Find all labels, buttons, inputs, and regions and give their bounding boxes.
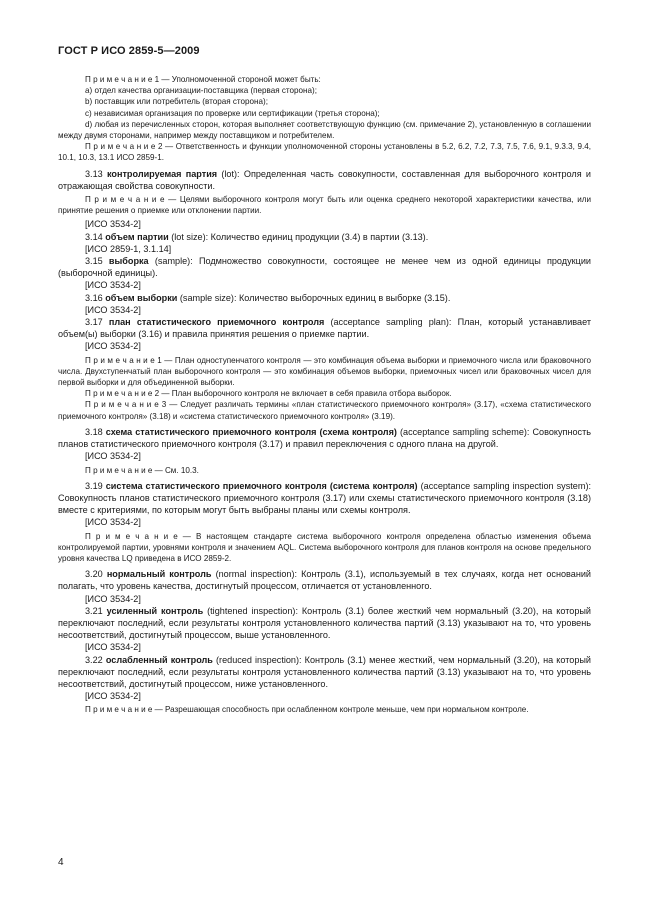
notes-3-17: [58, 355, 591, 422]
note-1-item-c: c) независимая организация по проверке или сертификации (третья сторона);: [85, 108, 380, 118]
term-3-22: [58, 654, 591, 691]
note-3-18: [58, 465, 591, 476]
term-3-13: [58, 168, 591, 192]
term-number: 3.19: [85, 480, 106, 491]
note-label: П р и м е ч а н и е: [85, 195, 165, 205]
term-3-19: [58, 480, 591, 517]
note-text: — Целями выборочного контроля могут быть или оценка среднего некоторой характеристики качества, или принятие решения о приемке или отклонении партии.: [58, 195, 591, 216]
reference-3-17: [ИСО 3534-2]: [85, 341, 141, 352]
term-number: 3.15: [85, 256, 109, 267]
note-label: П р и м е ч а н и е 3: [85, 400, 167, 410]
note-2: [58, 141, 591, 163]
term-name: объем партии: [105, 231, 169, 242]
reference-3-21: [ИСО 3534-2]: [85, 642, 141, 653]
reference-3-16: [ИСО 3534-2]: [85, 304, 141, 315]
term-name: объем выборки: [105, 292, 178, 303]
term-definition: (normal inspection): Контроль (3.1), используемый в тех случаях, когда нет оснований полагать, что уровень качества, достигнутый процессом, отличается от установленного.: [58, 569, 592, 592]
term-name: ослабленный контроль: [105, 654, 213, 665]
note-1-item-d: d) любая из перечисленных сторон, которая выполняет соответствующую функцию (см. примечание 2), установленную в соглашении между двумя сторонами, например между поставщиком и потребителем.: [58, 119, 591, 141]
note-text: — В настоящем стандарте система выборочного контроля определена областью изменения объема контролируемой партии, уровнями контроля и значением AQL. Система выборочного контроля для планов контроля на основе предельного уровня качества LQ приведена в ИСО 2859-2.: [58, 531, 592, 563]
term-name: контролируемая партия: [107, 168, 218, 179]
term-number: 3.14: [85, 231, 106, 242]
term-definition: (reduced inspection): Контроль (3.1) менее жесткий, чем нормальный (3.20), на который переключают последний, если результаты контроля установленного количества партий (3.13) указывают на то, что уровень несоответствий, достигнутый процессом, ниже установленного.: [58, 654, 592, 689]
term-definition: (sample size): Количество выборочных единиц в выборке (3.15).: [177, 292, 451, 303]
reference-3-20: [ИСО 3534-2]: [85, 593, 141, 604]
term-number: 3.18: [85, 426, 106, 437]
reference-3-15: [ИСО 3534-2]: [85, 280, 141, 291]
term-definition: (acceptance sampling inspection system): Совокупность планов статистического приемочного контроля (3.17) или схемы статистического приемочного контроля (3.18) вместе с критериями, по которым могут быть выбраны планы или схемы контроля.: [58, 480, 591, 516]
note-text: — Ответственность и функции уполномоченной стороны установлены в 5.2, 6.2, 7.2, 7.3, 7.5, 7.6, 9.1, 9.3.3, 9.4, 10.1, 10.3, 13.1 ИСО 2859-1.: [58, 142, 591, 163]
term-name: система статистического приемочного контроля (система контроля): [105, 480, 418, 491]
note-block-1: [58, 74, 591, 164]
reference-3-13: [ИСО 3534-2]: [85, 219, 141, 230]
note-3-17-2: [58, 388, 591, 399]
term-3-16: [58, 292, 591, 304]
term-3-20: [58, 568, 591, 592]
page-header: ГОСТ Р ИСО 2859-5—2009: [58, 45, 200, 57]
note-label: П р и м е ч а н и е: [85, 705, 153, 715]
term-definition: (acceptance sampling scheme): Совокупность планов статистического приемочного контроля (3.17) и правил переключения с одного плана на другой.: [58, 426, 591, 450]
term-3-17: [58, 316, 591, 340]
note-1-intro: [58, 74, 591, 85]
note-1-item-a: a) отдел качества организации-поставщика (первая сторона);: [85, 86, 317, 96]
term-number: 3.13: [85, 168, 107, 179]
note-label: П р и м е ч а н и е 1: [85, 75, 160, 84]
term-number: 3.17: [85, 317, 109, 328]
term-definition: (acceptance sampling plan): План, который устанавливает объем(ы) выборки (3.16) и правила принятия решения о приемке партии.: [58, 317, 591, 340]
note-text: — Разрешающая способность при ослабленном контроле меньше, чем при нормальном контроле.: [152, 705, 529, 715]
page-number: 4: [58, 857, 64, 868]
note-label: П р и м е ч а н и е 2: [85, 389, 160, 399]
term-number: 3.20: [85, 569, 107, 580]
note-label: П р и м е ч а н и е: [85, 531, 178, 541]
term-name: план статистического приемочного контроля: [108, 317, 325, 328]
note-3-22: [58, 704, 591, 715]
note-text: — План выборочного контроля не включает в себя правила отбора выборок.: [159, 389, 452, 399]
term-definition: (tightened inspection): Контроль (3.1) более жесткий чем нормальный (3.20), на который переключают последний, если результаты контроля установленного количества партий (3.13) указывают на то, что уровень несоответствий, достигнутый процессом, выше установленного.: [58, 605, 591, 641]
note-text: — План одноступенчатого контроля — это комбинация объема выборки и приемочного числа или браковочного числа. Двухступенчатый план выборочного контроля — это комбинация объемов выборки, приемочных чисел или браковочных чисел для первой выборки и для объединенной выборки.: [58, 355, 591, 388]
reference-3-14: [ИСО 2859-1, 3.1.14]: [85, 243, 172, 254]
note-text: — См. 10.3.: [152, 465, 199, 475]
term-3-21: [58, 605, 591, 642]
term-number: 3.21: [85, 605, 107, 616]
term-number: 3.16: [85, 292, 106, 303]
note-text: — Уполномоченной стороной может быть:: [159, 75, 321, 84]
note-3-13: [58, 194, 591, 216]
note-3-17-3: [58, 399, 591, 421]
term-definition: (lot size): Количество единиц продукции (3.4) в партии (3.13).: [168, 231, 429, 242]
note-text: — Следует различать термины «план статистического приемочного контроля» (3.17), «схема статистического приемочного контроля» (3.18) и «система статистического приемочного контроля» (3.19).: [58, 400, 592, 421]
term-definition: (sample): Подмножество совокупности, состоящее не менее чем из одной единицы продукции (выборочной единицы).: [58, 256, 591, 279]
term-definition: (lot): Определенная часть совокупности, составленная для выборочного контроля и отражающая свойства совокупности.: [58, 168, 591, 191]
note-3-17-1: [58, 355, 591, 389]
note-3-19: [58, 531, 591, 565]
reference-3-22: [ИСО 3534-2]: [85, 691, 141, 702]
term-name: нормальный контроль: [106, 569, 212, 580]
term-name: усиленный контроль: [106, 605, 204, 616]
term-number: 3.22: [85, 654, 106, 665]
term-name: схема статистического приемочного контроля (схема контроля): [105, 426, 397, 437]
term-3-14: [58, 231, 591, 243]
note-label: П р и м е ч а н и е: [85, 465, 153, 475]
term-name: выборка: [108, 256, 149, 267]
term-3-18: [58, 426, 591, 450]
note-label: П р и м е ч а н и е 2: [85, 142, 163, 152]
reference-3-18: [ИСО 3534-2]: [85, 451, 141, 462]
page-content: [58, 74, 591, 716]
reference-3-19: [ИСО 3534-2]: [85, 517, 141, 528]
term-3-15: [58, 255, 591, 279]
note-label: П р и м е ч а н и е 1: [85, 355, 162, 365]
note-1-item-b: b) поставщик или потребитель (вторая сторона);: [85, 97, 268, 107]
